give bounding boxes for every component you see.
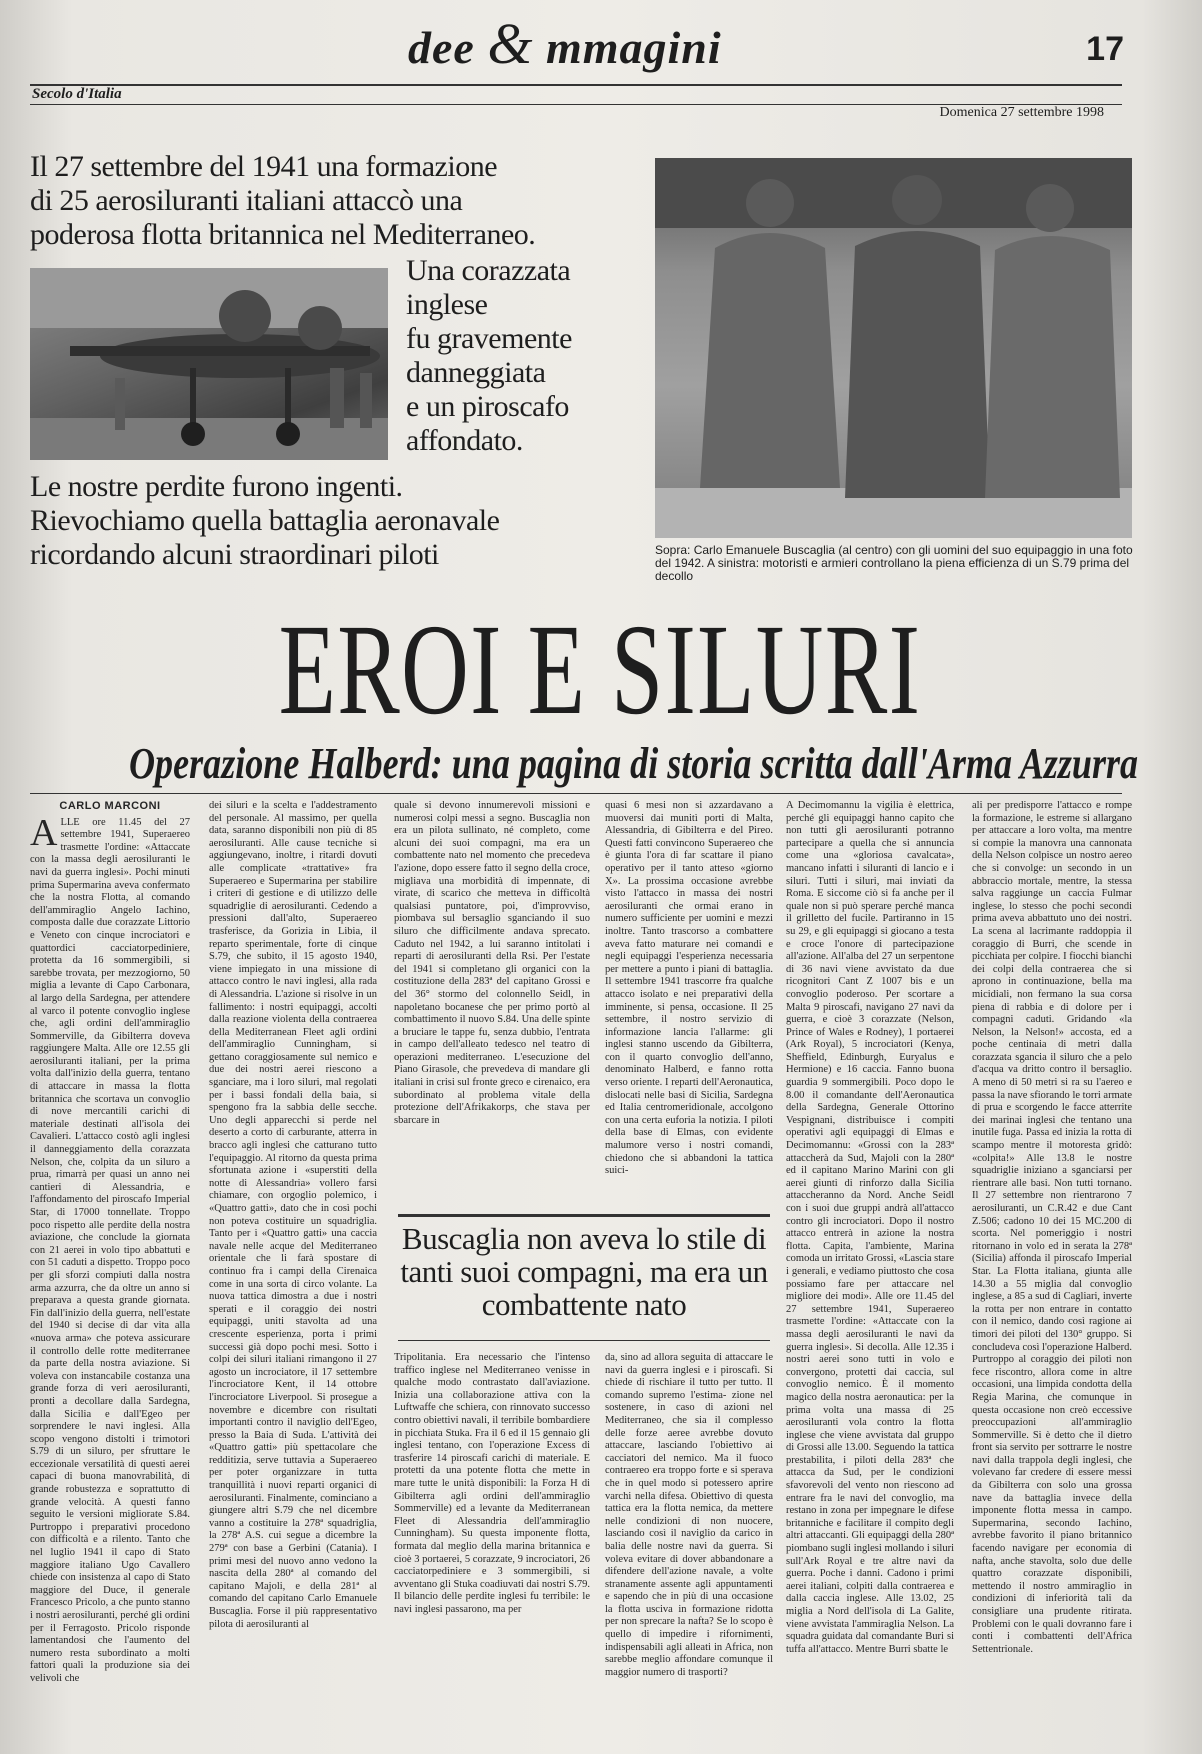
intro-line: inglese [406, 288, 488, 321]
crew-photo [655, 158, 1132, 538]
crew-illustration [655, 158, 1132, 538]
masthead-rule-top [30, 84, 1122, 86]
issue-date: Domenica 27 settembre 1998 [939, 105, 1104, 120]
intro-line: fu gravemente [406, 322, 572, 355]
author-byline: CARLO MARCONI [59, 800, 161, 812]
column-text: ali per predisporre l'attacco e rompe la formazione, le estreme si allargano per attaccare a loro volta, ma mentre si compie la manovra una cannonata della Nelson colpisce un nostro aereo che si convolge: un secondo in un abbraccio mortale, mentre, la stessa salva raggiunge un caccia Fulmar inglese, lo stesso che pochi secondi prima aveva abbattuto uno dei nostri. La scena al lacrimante raddoppia il coraggio di Burri, che scende in picchiata per colpire. I fiocchi bianchi dei colpi della contraerea che si aprono in continuazione, bella ma micidiali, non fermano la sua corsa piena di rabbia e di dolore per i compagni caduti. Gridando «la Nelson, la Nelson!» accosta, ed a poche centinaia di metri dalla corazzata sgancia il siluro che a pelo d'acqua va dritto contro il bersaglio. A meno di 50 metri si ra su l'aereo e passa la nave sfiorando le torri armate di prua e scorgendo le facce atterrite dei marinai inglesi che tentano una inutile fuga. Passa ed inizia la rotta di scampo mentre il motoresta gridò: «colpita!» Alle 13.8 le nostre squadriglie iniziano a sganciarsi per rientrare alle basi. Non tutti tornano. Il 27 settembre non rientrarono 7 aerosiluranti, un C.R.42 e due Cant Z.506; cadono 10 dei 15 MC.200 di scorta. Nel pomeriggio i nostri ritornano in volo ed in serata la 278ª (Sicilia) affonda il piroscafo Imperial Star. La Flotta italiana, giunta alle 14.30 a 55 miglia dal convoglio inglese, a 85 a sud di Cagliari, inverte la rotta per non entrare in contatto con il nemico, dando così ragione ai timori dei piloti del 130° gruppo. Si concludeva così l'operazione Halberd. Purtroppo al coraggio dei piloti non fece riscontro, allora come in altre occasioni, una limpida condotta della Regia Marina, che comunque in questa occasione non creò eccessive preoccupazioni all'ammiraglio Sommerville. Si è detto che il dietro front sia servito per sottrarre le nostre navi dalla trappola degli inglesi, che volevano far credere di essere messi da Gibilterra con solo una grossa nave da battaglia invece della imponente flotta messa in campo. Supermarina, secondo Iachino, avrebbe favorito il piano britannico facendo navigare per economia di nafta, anche stavolta, solo due delle quattro corazzate disponibili, mettendo il nostro ammiraglio in condizioni di inferiorità tali da consigliare una prudente ritirata. Problemi con le quali dovranno fare i conti i combattenti dell'Africa Settentrionale. [972, 800, 1132, 1655]
article-column-4-continued [605, 1352, 773, 1688]
pull-quote-rule-bottom [398, 1340, 770, 1341]
section-title-idee: dee [408, 22, 475, 73]
page-number: 17 [1086, 30, 1124, 68]
article-column-1 [30, 800, 190, 1688]
article-column-3 [394, 800, 590, 1220]
article-column-6 [972, 800, 1132, 1688]
column-text: da, sino ad allora seguita di attaccare le navi da guerra inglesi e i piroscafi. Si chiede di rischiare il tutto per tutto. Il comando supremo l'estima- zione nel sostenere, in caso di azioni nel Mediterraneo, che sia il complesso delle forze aeree avrebbe dovuto attaccare, lasciando l'obiettivo ai cacciatori del nemico. Ma il fuoco contraereo era troppo forte e si sperava che in quel modo si potessero aprire varchi nella difesa. Obiettivo di questa tattica era la flotta nemica, da mettere nelle condizioni di non nuocere, lasciando così il naviglio da carico in balia delle nostre navi da guerra. Si voleva evitare di dover abbandonare a difendere dell'azione navale, a volte stranamente assente agli appuntamenti e sapendo che in più di una occasione la flotta usciva in formazione ridotta per non sprecare la nafta? Se lo scopo è quello di impedire i rifornimenti, indispensabili agli alleati in Africa, non sarebbe meglio affondare comunque il maggior numero di trasporti? [605, 1352, 773, 1678]
intro-line: Una corazzata [406, 254, 571, 287]
aircraft-illustration [30, 268, 388, 460]
column-text-body: LLE ore 11.45 del 27 settembre 1941, Superaereo trasmette l'ordine: «Attaccate con la massa degli aerosiluranti le navi da guerra inglesi». Pochi minuti prima Supermarina aveva confermato che la nostra Flotta, al comando dell'ammiraglio Angelo Iachino, composta dalle due corazzate Littorio e Veneto con cinque incrociatori e quattordici cacciatorpediniere, protetta da 16 sommergibili, si sarebbe trovata, per mezzogiorno, 50 miglia a levante di Capo Carbonara, al largo della Sardegna, per attendere al varco il potente convoglio inglese che, agli ordini dell'ammiraglio Sommerville, da Gibilterra doveva raggiungere Malta. Alle ore 12.55 gli aerosiluranti italiani, per la prima volta dall'inizio della guerra, tentano di attaccare in massa la flotta britannica che scortava un convoglio di nove mercantili carichi di materiale destinati all'isola dei Cavalieri. L'attacco costò agli inglesi il danneggiamento della corazzata Nelson, che, colpita da un siluro a prua, rimarrà per quasi un anno nei cantieri di Alessandria, e l'affondamento del piroscafo Imperial Star, di 17000 tonnellate. Troppo poco rispetto alle perdite della nostra aviazione, che conclude la giornata con 21 aerei in volo tipo abbattuti e con 51 caduti a dispetto. Troppo poco per gli sforzi compiuti dalla nostra arma azzurra, che da oltre un anno si preparava a questa grande giornata. Fin dall'inizio della guerra, nell'estate del 1940 si decise di dar vita alla «nuova arma» che poteva assicurare il controllo delle rotte mediterranee da parte della nostra aviazione. Si voleva con instancabile costanza una grande forza di veri aerosiluranti, pronti a decollare dalla Sardegna, dalla Sicilia e dall'Egeo per sorprendere le navi inglesi. Alla scopo vengono distolti i trimotori S.79 di un siluro, per sfruttare le eccezionale versatilità di questi aerei capaci di buona manovrabilità, di grande robustezza e soprattutto di grande velocità. A questi fanno seguito le versioni migliorate S.84. Purtroppo i preparativi procedono con difficoltà e a rilento. Tanto che nel luglio 1941 il capo di Stato maggiore italiano Ugo Cavallero chiede con insistenza al capo di Stato maggiore del Duce, il generale Francesco Pricolo, a che punto stanno i nostri aerosiluranti, perché gli ordini per il Ferragosto. Pricolo risponde lamentandosi che l'aumento del numero resta subordinato a molti fattori quali la produzione sia dei velivoli che [30, 816, 190, 1684]
intro-line: e un piroscafo [406, 390, 569, 423]
article-column-2 [209, 800, 377, 1688]
article-column-3-continued [394, 1352, 590, 1688]
aircraft-photo [30, 268, 388, 460]
section-title [408, 10, 722, 77]
intro-line: ricordando alcuni straordinari piloti [30, 538, 439, 571]
pull-quote: Buscaglia non aveva lo stile di tanti suoi compagni, ma era un combattente nato [400, 1221, 768, 1322]
subheadline: Operazione Halberd: una pagina di storia scritta dall'Arma Azzurra [129, 739, 1139, 788]
headline: EROI E SILURI [278, 598, 922, 742]
column-text: Tripolitania. Era necessario che l'intenso traffico inglese nel Mediterraneo venisse in qualche modo contrastato dall'aviazione. Inizia una collaborazione attiva con la Luftwaffe che schiera, con rinnovato successo contro obiettivi navali, il terribile bombardiere in picchiata Stuka. Fra il 6 ed il 15 gennaio gli inglesi tentano, con l'operazione Excess di trasferire 14 piroscafi carichi di materiale. E protetti da una potente flotta che mette in mare tutte le unità disponibili: la Forza H di Gibilterra agli ordini dell'ammiraglio Sommerville) ed a levante da Mediterranean Fleet di Alessandria dell'ammiraglio Cunningham). Su questa imponente flotta, formata dal meglio della marina britannica e cioè 3 portaerei, 5 corazzate, 9 incrociatori, 26 cacciatorpediniere e 3 sommergibili, si avventano gli Stuka coadiuvati dai nostri S.79. Il bilancio delle perdite inglesi fu terribile: le navi inglesi passarono, ma per [394, 1352, 590, 1615]
intro-line: danneggiata [406, 356, 546, 389]
intro-line: Le nostre perdite furono ingenti. [30, 470, 403, 503]
intro-line: Rievochiamo quella battaglia aeronavale [30, 504, 500, 537]
photo-caption: Sopra: Carlo Emanuele Buscaglia (al centro) con gli uomini del suo equipaggio in una foto del 1942. A sinistra: motoristi e armieri controllano la piena efficienza di un S.79 prima del decollo [655, 543, 1133, 583]
newspaper-name: Secolo d'Italia [32, 86, 122, 102]
column-text: A Decimomannu la vigilia è elettrica, perché gli equipaggi hanno capito che non tutti gli aerosiluranti potranno partecipare a quella che si annuncia come una «gloriosa cavalcata», mancano infatti i siluranti di lancio e i siluri. Tutti i siluri, mai inviati da Roma. E siccome ciò si fa anche per il quale non si può sperare perché manca il grilletto del fucile. Partiranno in 15 su 29, e gli equipaggi si giocano a testa e croce l'onore di partecipazione all'azione. All'alba del 27 un serpentone di 36 navi viene avvistato da due ricognitori Cant Z 1007 bis e un convoglio poderoso. Per scortare a Malta 9 piroscafi, navigano 27 navi da guerra, e cioè 3 corazzate (Nelson, Prince of Wales e Rodney), 1 portaerei (Ark Royal), 5 incrociatori (Kenya, Sheffield, Edinburgh, Euryalus e Hermione) e 16 caccia. Fanno buona guardia 9 sommergibili. Poco dopo le 8.00 il comandante dell'Aeronautica della Sardegna, Generale Ottorino Vespignani, distribuisce i compiti operativi agli equipaggi di Elmas e Decimomannu: «Grossi con la 283ª attaccherà da Sud, Majoli con la 280ª ed il capitano Marino Marini con gli aerei giunti di rinforzo dalla Sicilia attaccheranno da Nord. Anche Seidl con i suoi due gruppi andrà all'attacco contro gli incrociatori. Dopo il nostro attacco entrerà in azione la nostra flotta. Capita, l'ambiente, Marina comoda un irritato Grossi, «Lascia stare i generali, e vediamo piuttosto che cosa possiamo fare per attaccare nel migliore dei modi». Alle ore 11.45 del 27 settembre 1941, Superaereo trasmette l'ordine: «Attaccate con la massa degli aerosiluranti le navi da guerra inglesi». Si decolla. Alle 12.35 i nostri aerei sono tutti in volo e convergono, protetti dai caccia, sul convoglio nemico. È il momento magico della nostra aeronautica: per la prima volta una massa di 25 aerosiluranti vola contro la flotta inglese che viene avvistata dal gruppo di Grossi alle 13.00. Seguendo la tattica prestabilita, i piloti della 283ª che attacca da Sud, per le condizioni sfavorevoli del vento non riescono ad entrare fra le navi del convoglio, ma restano in zona per impegnare le difese britanniche e facilitare il compito degli altri attaccanti. Gli equipaggi della 280ª piombano sugli inglesi mollando i siluri sull'Ark Royal e tre altre navi da guerra. Poche i danni. Cadono i primi aerei italiani, colpiti dalla contraerea e dalla caccia inglese. Alle 13.02, 25 miglia a Nord dell'isola di La Galite, viene avvistata l'ammiraglia Nelson. La squadra guidata dal comandante Buri si tuffa all'attacco. Mentre Burri sbatte le [786, 800, 954, 1655]
drop-cap: A [30, 811, 58, 854]
section-title-immagini: mmagini [545, 22, 722, 73]
section-title-ampersand: & [487, 11, 534, 76]
intro-line: di 25 aerosiluranti italiani attaccò una [30, 184, 463, 217]
pull-quote-rule-top [398, 1214, 770, 1217]
column-text: quasi 6 mesi non si azzardavano a muoversi dai munitì porti di Malta, Alessandria, di Gibilterra e del Pireo. Questi fatti convincono Superaereo che è giunta l'ora di far scattare il piano operativo per il tanto atteso «giorno X». La prossima occasione avrebbe visto l'attacco in massa dei nostri aerosiluranti che ormai erano in numero sufficiente per uomini e mezzi inoltre. Tanto trascorso a combattere aveva fatto maturare nei comandi e negli equipaggi l'esperienza necessaria per mettere a punto i piani di battaglia. Il settembre 1941 trascorre fra qualche attacco isolato e nei preparativi della imminente, si pensa, occasione. Il 25 settembre, il nostro servizio di informazione lancia l'allarme: gli inglesi stanno uscendo da Gibilterra, con il quarto convoglio dell'anno, denominato Halberd, e fanno rotta verso oriente. I reparti dell'Aeronautica, dislocati nelle basi di Sicilia, Sardegna ed Italia centromeridionale, accolgono con una certa euforia la notizia. I piloti della base di Elmas, con evidente malumore verso i nostri comandi, chiedono che si abbandoni la tattica suici- [605, 800, 773, 1177]
column-text [30, 811, 190, 1686]
intro-line: poderosa flotta britannica nel Mediterraneo. [30, 218, 536, 251]
column-text: dei siluri e la scelta e l'addestramento del personale. Al massimo, per quella data, saranno disponibili non più di 85 aerosiluranti. Alle cause tecniche si aggiungevano, inoltre, i ritardi dovuti alle complicate «trattative» fra Superaereo e Supermarina per stabilire i criteri di gestione e di utilizzo delle squadriglie di aerosiluranti. Cedendo a pressioni dall'alto, Superaereo trasferisce, da Gorizia in Libia, il reparto sperimentale, forte di cinque S.79, che subito, il 15 agosto 1940, viene impiegato in una missione di attacco contro le navi inglesi, alla rada di Alessandria. L'azione si risolve in un fallimento: i nostri equipaggi, accolti dalla reazione violenta della contraerea della Mediterranean Fleet agli ordini dell'ammiraglio Cunningham, si gettano coraggiosamente sul nemico e due dei nostri aerei riescono a sganciare, ma i loro siluri, mal regolati per i bassi fondali della baia, si spengono fra la sabbia delle secche. Uno degli apparecchi si perde nel deserto a corto di carburante, atterra in bracco agli inglesi che catturano tutto l'equipaggio. Al ritorno da questa prima sfortunata azione i «superstiti della notte di Alessandria» vollero farsi chiamare, con orgoglio polemico, i «Quattro gatti», dato che in così pochi non poteva costituire un squadriglia. Tanto per i «Quattro gatti» una caccia navale nelle acque del Mediterraneo orientale che li farà spostare di continuo fra i campi della Cirenaica come in una sorta di circo volante. La nuova tattica dimostra a due i nostri sperati e il coraggio dei nostri equipaggi, uniti stavolta ad una crescente esperienza, porta i primi successi già dopo pochi mesi. Sotto i colpi dei siluri italiani rimangono il 27 agosto un incrociatore, il 17 settembre l'incrociatore Kent, il 14 ottobre l'incrociatore Liverpool. Si prosegue a novembre e dicembre con risultati importanti contro il naviglio dell'Egeo, presso la Baia di Suda. L'attività dei «Quattro gatti» più spettacolare che redditizia, serve tuttavia a Superaereo per poter organizzare in tutta tranquillità i nuovi reparti organici di aerosiluranti. Finalmente, cominciano a giungere altri S.79 che nel dicembre vanno a costituire la 278ª squadriglia, la 278ª A.S. cui segue a dicembre la 279ª con base a Gerbini (Catania). I primi mesi del nuovo anno vedono la nascita della 280ª al comando del capitano Majoli, e della 281ª al comando del capitano Carlo Emanuele Buscaglia. Forse il più rappresentativo pilota di aerosiluranti al [209, 800, 377, 1630]
subhead-rule [30, 793, 1122, 794]
column-text: quale si devono innumerevoli missioni e numerosi colpi messi a segno. Buscaglia non era un pilota sullinato, né completo, come alcuni dei suoi compagni, ma era un combattente nato nel momento che precedeva l'azione, dopo essere fatto il segno della croce, migliava una morbidità di impennate, di virate, di scarico che metteva in difficoltà qualsiasi puntatore, poi, d'improvviso, piombava sul bersaglio sganciando il suo siluro che difficilmente andava sprecato. Caduto nel 1942, a lui saranno intitolati i reparti di aerosiluranti della Rsi. Per l'estate del 1941 si completano gli organici con la costituzione della 283ª del capitano Grossi e del 36° stormo del colonnello Seidl, in napoletano bocanese che per primo portò al combattimento il nuovo S.84. Una delle spinte a bruciare le tappe fu, senza dubbio, l'entrata in campo dell'alleato tedesco nel teatro di operazioni mediterraneo. L'esecuzione del Piano Girasole, che prevedeva di mandare gli italiani in crisi sul fronte greco e cirenaico, era subordinato al problema vitale della protezione dell'Afrikakorps, che stava per sbarcare in [394, 800, 590, 1126]
article-column-5 [786, 800, 954, 1688]
intro-line: affondato. [406, 424, 523, 457]
article-column-4 [605, 800, 773, 1220]
intro-line: Il 27 settembre del 1941 una formazione [30, 150, 498, 183]
